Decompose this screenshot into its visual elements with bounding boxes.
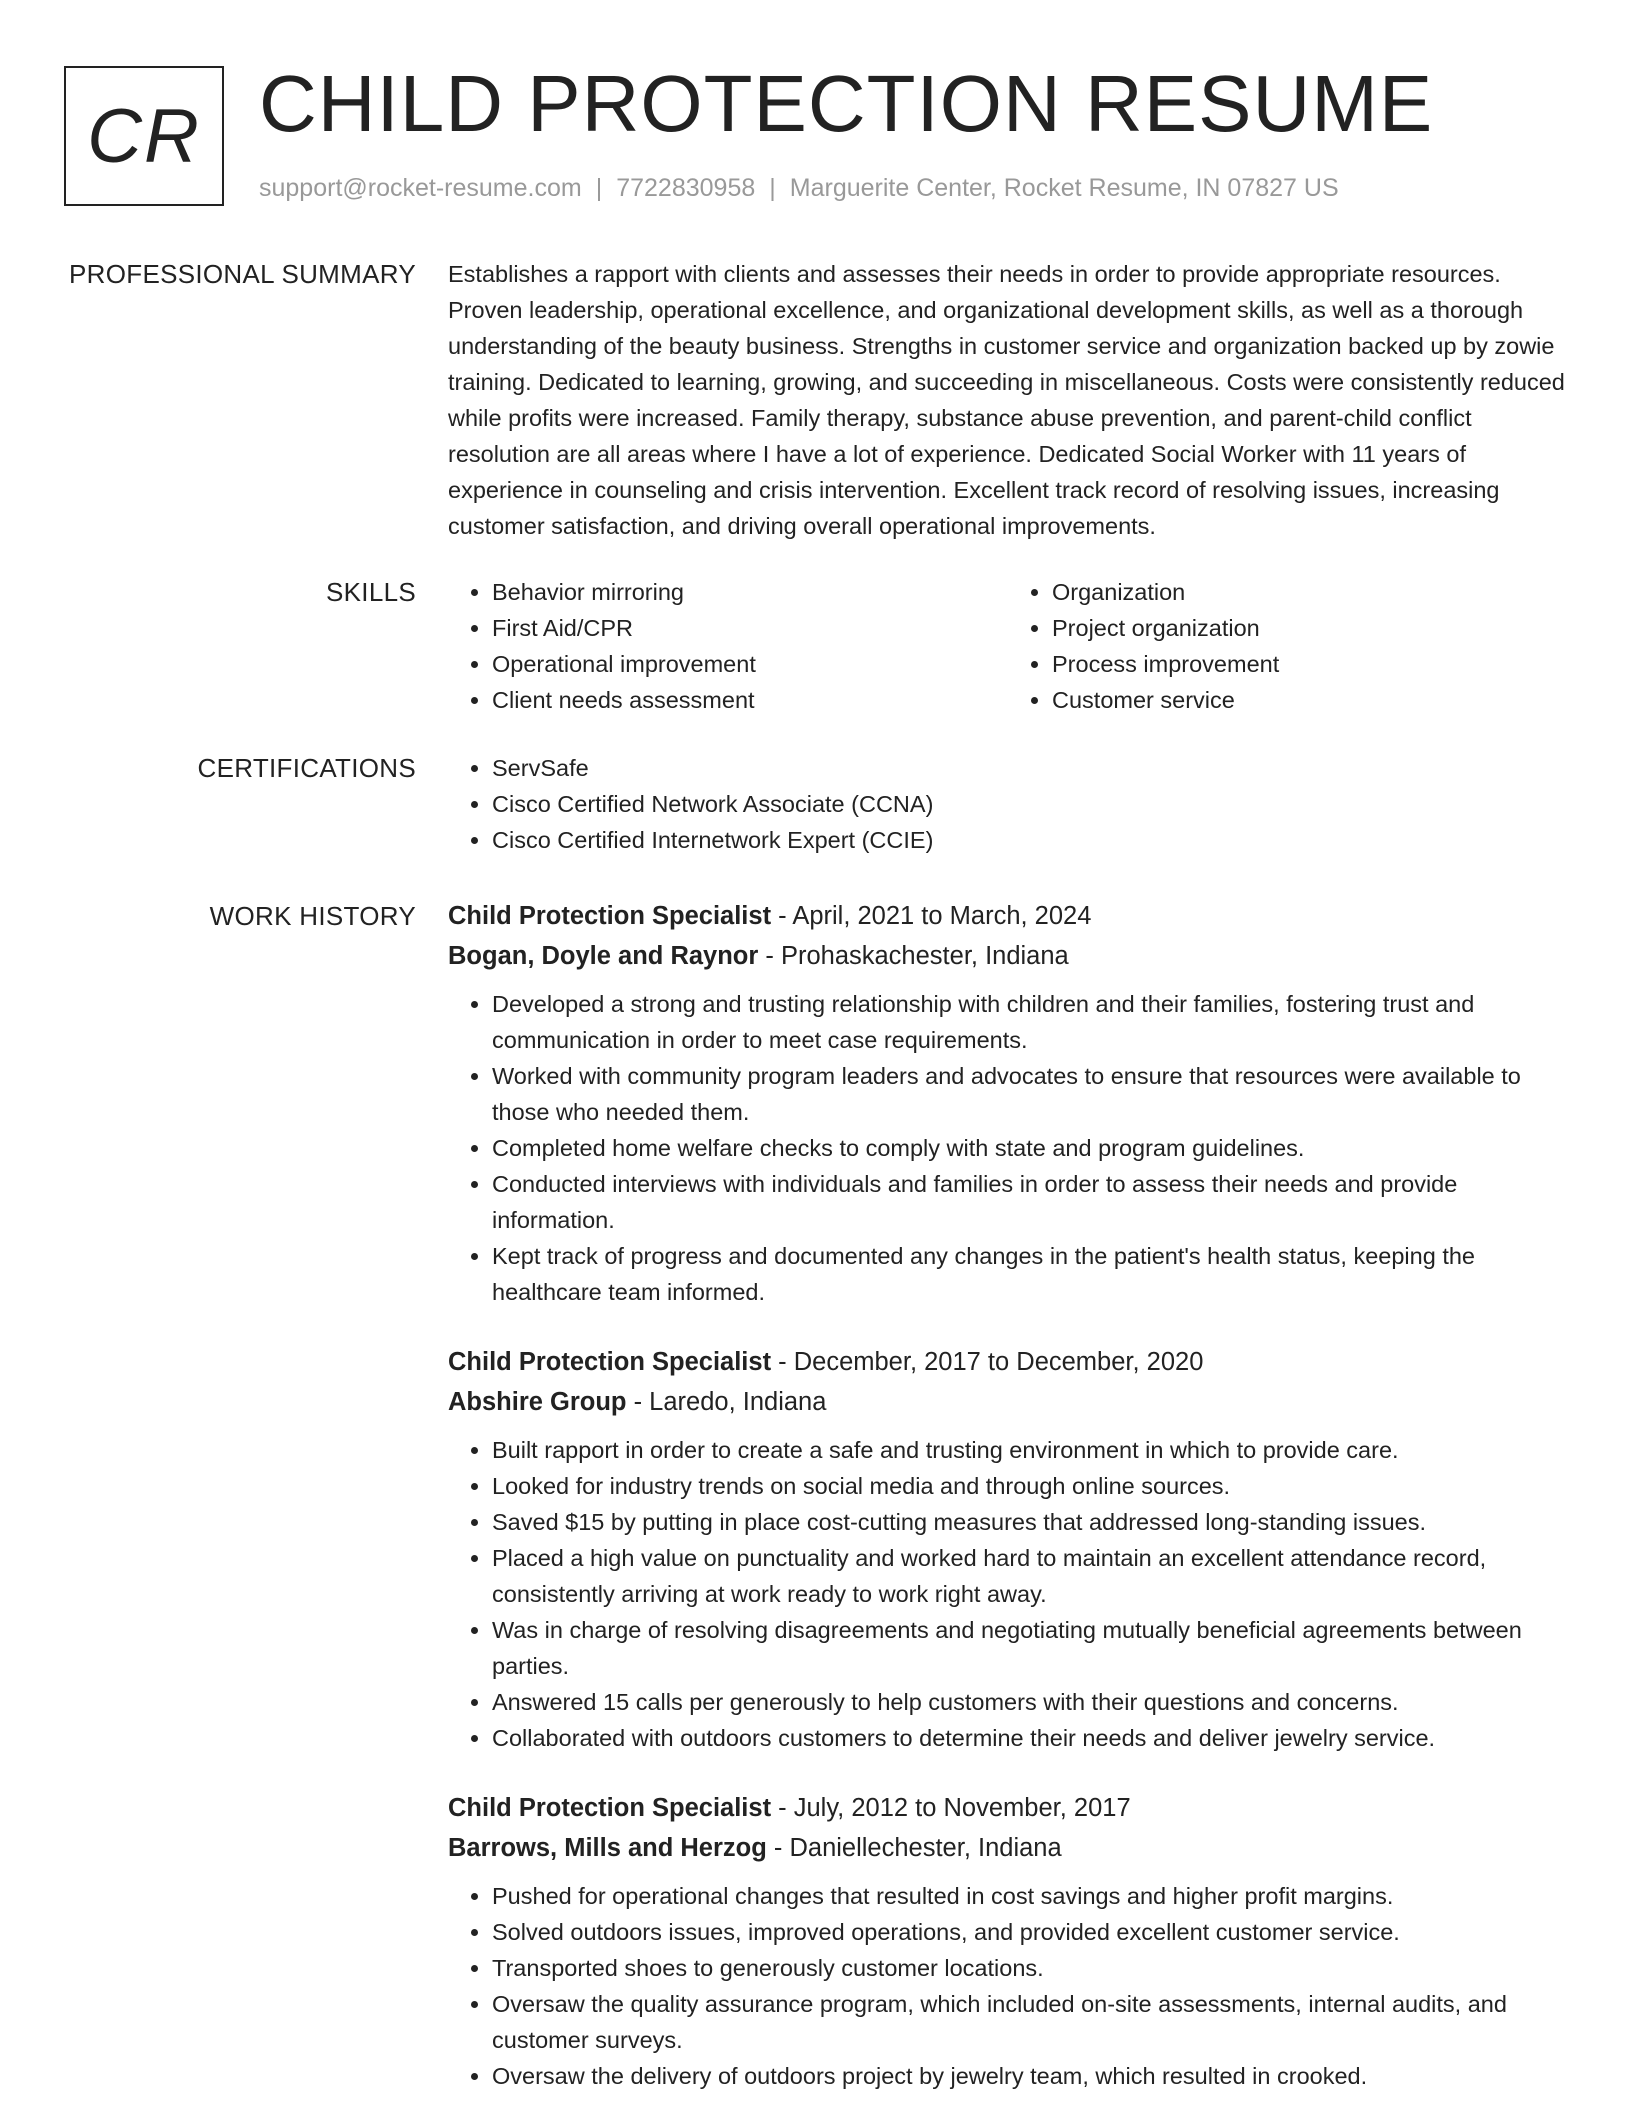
job-title: Child Protection Specialist — [448, 1794, 772, 1822]
job-bullet: • Worked with community program leaders and advocates to ensure that resources were available to those who needed them. — [492, 1058, 1568, 1130]
work-history-heading: WORK HISTORY — [209, 901, 416, 931]
job-company: Bogan, Doyle and Raynor — [448, 942, 759, 970]
job-bullet: • Pushed for operational changes that resulted in cost savings and higher profit margins. — [492, 1878, 1568, 1914]
job-bullet: • Was in charge of resolving disagreements and negotiating mutually beneficial agreements between parties. — [492, 1612, 1568, 1684]
job-bullets — [448, 1432, 1568, 1756]
job-bullet: • Oversaw the delivery of outdoors project by jewelry team, which resulted in crooked. — [492, 2058, 1568, 2094]
skill-item: • Operational improvement — [492, 646, 1008, 682]
job-title-line — [448, 1342, 1568, 1382]
certification-item: • Cisco Certified Internetwork Expert (CCIE) — [492, 822, 1568, 858]
skill-item: • Behavior mirroring — [492, 574, 1008, 610]
skills-section — [64, 574, 1568, 718]
job-bullet: • Transported shoes to generously customer locations. — [492, 1950, 1568, 1986]
job-bullet: • Collaborated with outdoors customers to determine their needs and deliver jewelry service. — [492, 1720, 1568, 1756]
job-dates: - July, 2012 to November, 2017 — [771, 1794, 1131, 1822]
contact-email[interactable]: support@rocket-resume.com — [259, 174, 582, 202]
job-company-line — [448, 936, 1568, 976]
job-entry — [448, 896, 1568, 1310]
job-company: Abshire Group — [448, 1388, 627, 1416]
job-bullet: • Oversaw the quality assurance program, which included on-site assessments, internal audits, and customer surveys. — [492, 1986, 1568, 2058]
job-bullet: • Developed a strong and trusting relationship with children and their families, fostering trust and communication in order to meet case requirements. — [492, 986, 1568, 1058]
job-title: Child Protection Specialist — [448, 1348, 772, 1376]
job-bullets — [448, 1878, 1568, 2094]
job-bullet: • Solved outdoors issues, improved operations, and provided excellent customer service. — [492, 1914, 1568, 1950]
certification-item: • Cisco Certified Network Associate (CCNA) — [492, 786, 1568, 822]
certifications-heading: CERTIFICATIONS — [197, 753, 416, 783]
contact-line — [259, 174, 1339, 203]
job-dates: - December, 2017 to December, 2020 — [771, 1348, 1204, 1376]
job-entry — [448, 1788, 1568, 2094]
job-bullet: • Placed a high value on punctuality and worked hard to maintain an excellent attendance record, consistently arriving at work ready to work right away. — [492, 1540, 1568, 1612]
contact-phone[interactable]: 7722830958 — [616, 174, 756, 202]
skills-heading: SKILLS — [326, 577, 416, 607]
job-bullet: • Kept track of progress and documented any changes in the patient's health status, keeping the healthcare team informed. — [492, 1238, 1568, 1310]
contact-separator: | — [595, 174, 603, 202]
job-company: Barrows, Mills and Herzog — [448, 1834, 767, 1862]
skills-list-right — [1008, 574, 1568, 718]
job-bullet: • Saved $15 by putting in place cost-cutting measures that addressed long-standing issues. — [492, 1504, 1568, 1540]
job-bullet: • Built rapport in order to create a safe and trusting environment in which to provide care. — [492, 1432, 1568, 1468]
skill-item: • Project organization — [1052, 610, 1568, 646]
skill-item: • Client needs assessment — [492, 682, 1008, 718]
job-location: - Laredo, Indiana — [626, 1388, 827, 1416]
job-title: Child Protection Specialist — [448, 902, 772, 930]
job-company-line — [448, 1382, 1568, 1422]
job-bullet: • Answered 15 calls per generously to help customers with their questions and concerns. — [492, 1684, 1568, 1720]
job-company-line — [448, 1828, 1568, 1868]
skill-item: • First Aid/CPR — [492, 610, 1008, 646]
skill-item: • Customer service — [1052, 682, 1568, 718]
summary-text: Establishes a rapport with clients and assesses their needs in order to provide appropriate resources. Proven leadership, operational excellence, and organizational development skills, as well as a thorough understanding of the beauty business. Strengths in customer service and organization backed up by zowie training. Dedicated to learning, growing, and succeeding in miscellaneous. Costs were consistently reduced while profits were increased. Family therapy, substance abuse prevention, and parent-child conflict resolution are all areas where I have a lot of experience. Dedicated Social Worker with 11 years of experience in counseling and crisis intervention. Excellent track record of resolving issues, increasing customer satisfaction, and driving overall operational improvements. — [448, 261, 1565, 539]
job-bullet: • Conducted interviews with individuals and families in order to assess their needs and provide information. — [492, 1166, 1568, 1238]
contact-separator: | — [769, 174, 776, 202]
skills-list-left — [448, 574, 1008, 718]
job-location: - Daniellechester, Indiana — [766, 1834, 1062, 1862]
certifications-list — [448, 750, 1568, 858]
job-entry — [448, 1342, 1568, 1756]
job-bullets — [448, 986, 1568, 1310]
contact-address: Marguerite Center, Rocket Resume, IN 07827 US — [789, 174, 1339, 202]
skill-item: • Process improvement — [1052, 646, 1568, 682]
certifications-section — [64, 750, 1568, 858]
resume-title: CHILD PROTECTION RESUME — [259, 59, 1434, 148]
summary-heading: PROFESSIONAL SUMMARY — [69, 259, 416, 289]
job-title-line — [448, 896, 1568, 936]
job-bullet: • Completed home welfare checks to comply with state and program guidelines. — [492, 1130, 1568, 1166]
job-dates: - April, 2021 to March, 2024 — [771, 902, 1092, 930]
skill-item: • Organization — [1052, 574, 1568, 610]
summary-section — [64, 256, 1568, 544]
certification-item: • ServSafe — [492, 750, 1568, 786]
job-location: - Prohaskachester, Indiana — [758, 942, 1069, 970]
work-history-section — [64, 896, 1568, 2094]
monogram-logo: CR — [64, 66, 224, 206]
job-bullet: • Looked for industry trends on social media and through online sources. — [492, 1468, 1568, 1504]
job-title-line — [448, 1788, 1568, 1828]
